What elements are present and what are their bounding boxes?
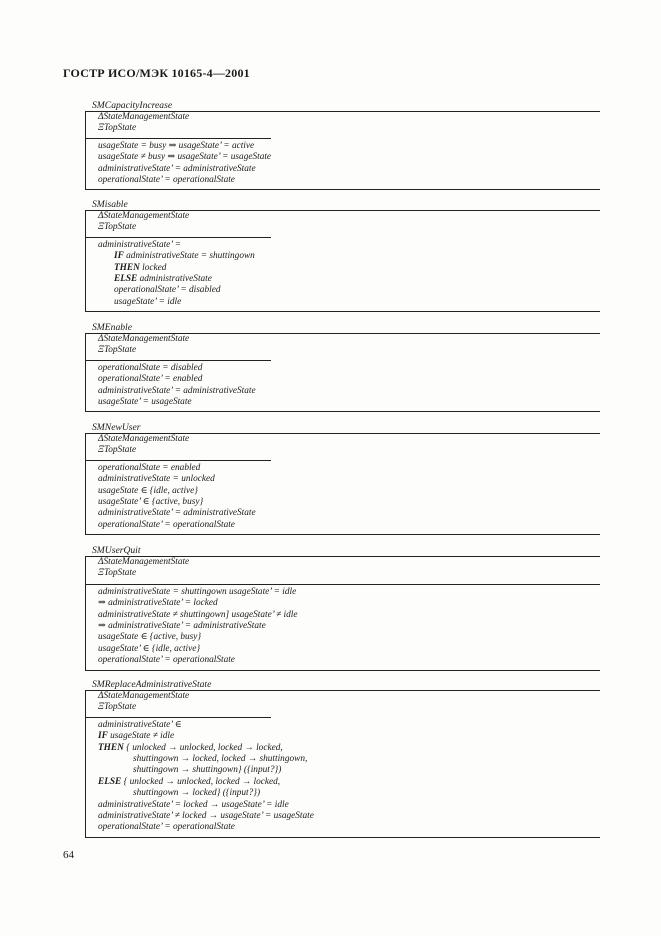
declarations	[86, 333, 599, 357]
schema-box	[85, 556, 599, 671]
schema-box	[85, 111, 599, 190]
predicate: ⇒ administrativeState’ = administrativeState	[98, 620, 266, 631]
predicate: usageState’ ∈ {idle, active}	[98, 643, 201, 654]
declaration: ΞTopState	[98, 222, 137, 233]
schema-name: SMCapacityIncrease	[92, 100, 173, 111]
predicate: administrativeState’ ≠ locked → usageState’ = usageState	[98, 810, 314, 821]
schema-name: SMisable	[92, 199, 128, 210]
predicate: administrativeState’ =	[98, 239, 181, 250]
predicate: THEN { unlocked → unlocked, locked → locked,	[98, 742, 283, 753]
schema-name: SMEnable	[92, 322, 132, 333]
declaration: ΔStateManagementState	[98, 112, 190, 122]
predicate: operationalState’ = operationalState	[98, 519, 235, 530]
schema-sm-disable	[85, 199, 599, 312]
declaration: ΞTopState	[98, 123, 137, 134]
predicate: administrativeState’ = locked → usageState’ = idle	[98, 799, 289, 810]
declaration: ΞTopState	[98, 568, 137, 579]
declarations	[86, 690, 599, 714]
predicate: ⇒ administrativeState’ = locked	[98, 598, 218, 609]
predicate: operationalState’ = operationalState	[98, 655, 235, 666]
schema-bottom-rule	[86, 534, 600, 535]
predicate: usageState’ = usageState	[98, 396, 192, 407]
declarations	[86, 111, 599, 135]
declarations	[86, 556, 599, 580]
predicate: administrativeState = shuttingown usageState’ = idle	[98, 586, 297, 597]
schema-box	[85, 333, 599, 412]
declaration: ΔStateManagementState	[98, 691, 190, 701]
schema-bottom-rule	[86, 311, 600, 312]
predicate: administrativeState ≠ shuttingown] usageState’ ≠ idle	[98, 609, 298, 620]
declarations	[86, 433, 599, 457]
predicate: usageState = busy ⇒ usageState’ = active	[98, 140, 255, 151]
predicate: operationalState’ = operationalState	[98, 822, 235, 833]
schema-top-rule	[86, 556, 600, 557]
predicate: operationalState’ = enabled	[98, 374, 203, 385]
predicate: operationalState’ = disabled	[114, 285, 221, 296]
schema-bottom-rule	[86, 670, 600, 671]
schema-sm-replace-administrative-state	[85, 679, 599, 838]
predicate: operationalState’ = operationalState	[98, 174, 235, 185]
schema-box	[85, 210, 599, 312]
predicate: IF administrativeState = shuttingown	[114, 251, 255, 262]
schema-bottom-rule	[86, 189, 600, 190]
predicate: IF usageState ≠ idle	[98, 731, 175, 742]
predicates	[86, 718, 599, 834]
predicate: ELSE administrativeState	[114, 273, 212, 284]
predicate: administrativeState’ = administrativeState	[98, 385, 256, 396]
predicates	[86, 361, 599, 409]
predicate: ELSE { unlocked → unlocked, locked → locked,	[98, 776, 281, 787]
predicate: administrativeState’ = administrativeState	[98, 163, 256, 174]
predicates	[86, 238, 599, 308]
predicate: usageState ∈ {active, busy}	[98, 632, 202, 643]
schema-sm-user-quit	[85, 545, 599, 671]
schema-top-rule	[86, 333, 600, 334]
predicate: administrativeState’ = administrativeState	[98, 508, 256, 519]
schema-top-rule	[86, 111, 600, 112]
document-header: ГОСТР ИСО/МЭК 10165-4—2001	[63, 66, 250, 80]
predicate: shuttingown → shuttingown} ({input?})	[133, 765, 282, 776]
predicate: shuttingown → locked, locked → shuttingown,	[133, 753, 308, 764]
predicate: usageState ≠ busy ⇒ usageState’ = usageState	[98, 152, 272, 163]
declaration: ΔStateManagementState	[98, 211, 190, 221]
predicate: usageState’ ∈ {active, busy}	[98, 496, 204, 507]
schema-name: SMUserQuit	[92, 545, 141, 556]
schema-name: SMNewUser	[92, 422, 141, 433]
predicate: administrativeState = unlocked	[98, 474, 215, 485]
schema-bottom-rule	[86, 411, 600, 412]
predicates	[86, 585, 599, 667]
predicate: operationalState = disabled	[98, 362, 203, 373]
schema-name: SMReplaceAdministrativeState	[92, 679, 212, 690]
schema-top-rule	[86, 433, 600, 434]
declaration: ΞTopState	[98, 445, 137, 456]
declaration: ΞTopState	[98, 702, 137, 713]
schema-bottom-rule	[86, 837, 600, 838]
predicate: administrativeState’ ∈	[98, 719, 182, 730]
declaration: ΞTopState	[98, 345, 137, 356]
declaration: ΔStateManagementState	[98, 334, 190, 344]
declaration: ΔStateManagementState	[98, 557, 190, 567]
predicate: usageState’ = idle	[114, 296, 182, 307]
schema-sm-enable	[85, 322, 599, 412]
schema-top-rule	[86, 210, 600, 211]
schema-sm-capacity-increase	[85, 100, 599, 190]
schema-box	[85, 433, 599, 535]
declaration: ΔStateManagementState	[98, 434, 190, 444]
schema-top-rule	[86, 690, 600, 691]
predicates	[86, 461, 599, 531]
predicate: THEN locked	[114, 262, 167, 273]
schema-box	[85, 690, 599, 838]
predicate: shuttingown → locked} ({input?})	[133, 788, 261, 799]
declarations	[86, 210, 599, 234]
page-number: 64	[63, 849, 74, 861]
schema-sm-new-user	[85, 422, 599, 535]
predicate: operationalState = enabled	[98, 462, 201, 473]
predicate: usageState ∈ {idle, active}	[98, 485, 199, 496]
predicates	[86, 139, 599, 187]
